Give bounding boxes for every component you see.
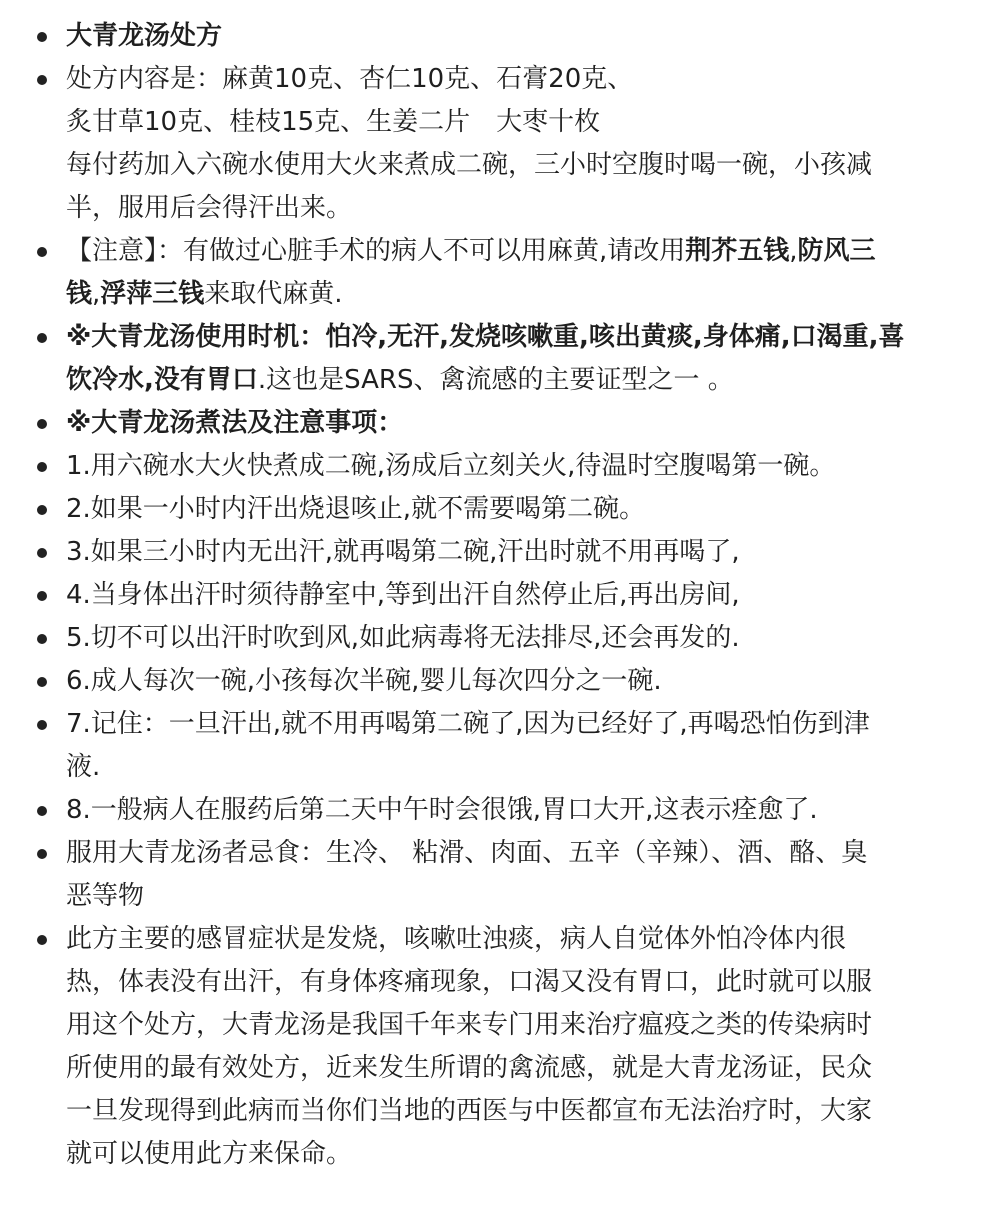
list-item	[66, 660, 936, 703]
text-line	[66, 703, 936, 746]
text-segment: 服用大青龙汤者忌食：生冷、 粘滑、肉面、五辛（辛辣）、酒、酪、臭	[66, 838, 868, 868]
bold-text-segment: ※大青龙汤煮法及注意事项：	[66, 408, 404, 438]
bullet-dot-icon	[36, 703, 48, 746]
text-segment: 8.一般病人在服药后第二天中午时会很饿,胃口大开,这表示痊愈了.	[66, 795, 818, 825]
text-line	[66, 1133, 936, 1176]
list-item	[66, 230, 936, 316]
text-segment: 5.切不可以出汗时吹到风,如此病毒将无法排尽,还会再发的.	[66, 623, 740, 653]
text-line	[66, 1004, 936, 1047]
text-segment: 用这个处方，大青龙汤是我国千年来专门用来治疗瘟疫之类的传染病时	[66, 1010, 873, 1040]
text-segment: 就可以使用此方来保命。	[66, 1139, 353, 1169]
text-line	[66, 918, 936, 961]
list-item	[66, 832, 936, 918]
list-item	[66, 15, 936, 58]
list-item	[66, 703, 936, 789]
bold-text-segment: ※大青龙汤使用时机：怕冷,无汗,发烧咳嗽重,咳出黄痰,身体痛,口渴重,喜	[66, 322, 905, 352]
bullet-dot-icon	[36, 402, 48, 445]
text-segment: 6.成人每次一碗,小孩每次半碗,婴儿每次四分之一碗.	[66, 666, 662, 696]
text-segment: 液.	[66, 752, 101, 782]
text-line	[66, 531, 936, 574]
bullet-list	[66, 15, 936, 1176]
bullet-dot-icon	[36, 789, 48, 832]
text-line	[66, 488, 936, 531]
text-segment: 4.当身体出汗时须待静室中,等到出汗自然停止后,再出房间,	[66, 580, 740, 610]
text-segment: 所使用的最有效处方，近来发生所谓的禽流感，就是大青龙汤证，民众	[66, 1053, 873, 1083]
text-line	[66, 273, 936, 316]
bullet-dot-icon	[36, 531, 48, 574]
bold-text-segment: 荆芥五钱	[685, 236, 790, 266]
bullet-dot-icon	[36, 488, 48, 531]
bullet-dot-icon	[36, 574, 48, 617]
text-line	[66, 789, 936, 832]
text-segment: 1.用六碗水大火快煮成二碗,汤成后立刻关火,待温时空腹喝第一碗。	[66, 451, 836, 481]
bullet-dot-icon	[36, 660, 48, 703]
text-line	[66, 187, 936, 230]
bullet-dot-icon	[36, 918, 48, 961]
text-segment: 此方主要的感冒症状是发烧，咳嗽吐浊痰，病人自觉体外怕冷体内很	[66, 924, 847, 954]
text-line	[66, 445, 936, 488]
text-line	[66, 402, 936, 445]
text-line	[66, 961, 936, 1004]
bold-text-segment: 钱	[66, 279, 93, 309]
text-segment: 3.如果三小时内无出汗,就再喝第二碗,汗出时就不用再喝了,	[66, 537, 740, 567]
text-segment: 2.如果一小时内汗出烧退咳止,就不需要喝第二碗。	[66, 494, 646, 524]
text-line	[66, 15, 936, 58]
bullet-dot-icon	[36, 316, 48, 359]
bullet-dot-icon	[36, 230, 48, 273]
list-item	[66, 918, 936, 1176]
text-line	[66, 875, 936, 918]
bullet-dot-icon	[36, 445, 48, 488]
text-segment: 热，体表没有出汗，有身体疼痛现象，口渴又没有胃口，此时就可以服	[66, 967, 873, 997]
bold-text-segment: 防风三	[797, 236, 876, 266]
list-item	[66, 58, 936, 230]
text-line	[66, 359, 936, 402]
text-segment: 恶等物	[66, 881, 145, 911]
text-segment: 每付药加入六碗水使用大火来煮成二碗，三小时空腹时喝一碗，小孩减	[66, 150, 873, 180]
text-segment: ,	[92, 279, 101, 309]
text-line	[66, 144, 936, 187]
text-line	[66, 617, 936, 660]
bullet-dot-icon	[36, 832, 48, 875]
bullet-dot-icon	[36, 617, 48, 660]
list-item	[66, 445, 936, 488]
list-item	[66, 316, 936, 402]
text-line	[66, 660, 936, 703]
text-segment: 一旦发现得到此病而当你们当地的西医与中医都宣布无法治疗时，大家	[66, 1096, 873, 1126]
text-line	[66, 316, 936, 359]
bold-text-segment: 饮冷水,没有胃口	[66, 365, 258, 395]
text-line	[66, 832, 936, 875]
text-segment: 【注意】：有做过心脏手术的病人不可以用麻黄,请改用	[66, 236, 686, 266]
list-item	[66, 617, 936, 660]
text-line	[66, 230, 936, 273]
text-line	[66, 746, 936, 789]
list-item	[66, 488, 936, 531]
text-segment: ,	[789, 236, 798, 266]
text-segment: 处方内容是：麻黄10克、杏仁10克、石膏20克、	[66, 64, 634, 94]
text-segment: .这也是SARS、禽流感的主要证型之一 。	[257, 365, 734, 395]
text-line	[66, 1047, 936, 1090]
bullet-dot-icon	[36, 15, 48, 58]
text-line	[66, 574, 936, 617]
list-item	[66, 574, 936, 617]
text-line	[66, 58, 936, 101]
text-segment: 7.记住：一旦汗出,就不用再喝第二碗了,因为已经好了,再喝恐怕伤到津	[66, 709, 870, 739]
text-segment: 炙甘草10克、桂枝15克、生姜二片 大枣十枚	[66, 107, 601, 137]
text-segment: 半，服用后会得汗出来。	[66, 193, 353, 223]
list-item	[66, 531, 936, 574]
list-item	[66, 402, 936, 445]
text-segment: 来取代麻黄.	[204, 279, 343, 309]
text-line	[66, 101, 936, 144]
bullet-dot-icon	[36, 58, 48, 101]
bold-text-segment: 浮萍三钱	[100, 279, 205, 309]
bold-text-segment: 大青龙汤处方	[66, 21, 223, 51]
list-item	[66, 789, 936, 832]
text-line	[66, 1090, 936, 1133]
